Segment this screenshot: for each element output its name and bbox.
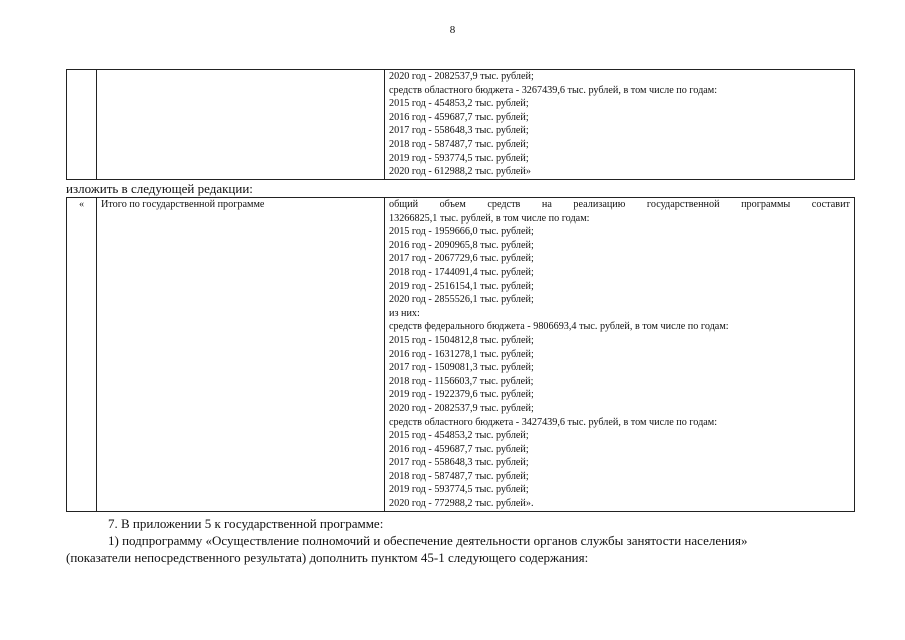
funding-line: 2016 год - 2090965,8 тыс. рублей; — [389, 239, 534, 251]
budget-table-new — [66, 197, 855, 512]
funding-line: 2016 год - 459687,7 тыс. рублей; — [389, 443, 529, 455]
funding-line: 2015 год - 1504812,8 тыс. рублей; — [389, 334, 534, 346]
funding-line: 13266825,1 тыс. рублей, в том числе по годам: — [389, 212, 590, 224]
table-cell-marker: « — [67, 198, 97, 512]
funding-line: 2020 год - 2855526,1 тыс. рублей; — [389, 294, 534, 306]
table-cell-label: Итого по государственной программе — [97, 198, 385, 512]
table-row — [67, 198, 855, 512]
funding-line: 2015 год - 454853,2 тыс. рублей; — [389, 98, 529, 110]
funding-line: 2016 год - 1631278,1 тыс. рублей; — [389, 348, 534, 360]
funding-line: 2018 год - 1156603,7 тыс. рублей; — [389, 375, 534, 387]
paragraph-appendix-5: 7. В приложении 5 к государственной программе: — [108, 516, 384, 531]
funding-line: 2015 год - 1959666,0 тыс. рублей; — [389, 226, 534, 238]
funding-line: 2015 год - 454853,2 тыс. рублей; — [389, 430, 529, 442]
page-number: 8 — [449, 24, 456, 36]
funding-line: 2019 год - 1922379,6 тыс. рублей; — [389, 389, 534, 401]
paragraph-indicators: (показатели непосредственного результата) дополнить пунктом 45-1 следующего содержания: — [66, 550, 589, 565]
funding-line: 2018 год - 587487,7 тыс. рублей; — [389, 470, 529, 482]
revision-heading: изложить в следующей редакции: — [66, 181, 253, 196]
funding-line: средств областного бюджета - 3267439,6 тыс. рублей, в том числе по годам: — [389, 84, 718, 96]
budget-table-continuation — [66, 69, 855, 180]
funding-line: 2019 год - 593774,5 тыс. рублей; — [389, 484, 529, 496]
funding-line: 2020 год - 612988,2 тыс. рублей» — [389, 166, 531, 178]
table-row — [67, 70, 855, 180]
funding-line: 2017 год - 558648,3 тыс. рублей; — [389, 457, 529, 469]
funding-line: 2017 год - 1509081,3 тыс. рублей; — [389, 362, 534, 374]
funding-line: общий объем средств на реализацию государственной программы составит — [389, 199, 850, 210]
funding-line: 2018 год - 587487,7 тыс. рублей; — [389, 138, 529, 150]
funding-line: 2017 год - 2067729,6 тыс. рублей; — [389, 253, 534, 265]
funding-line: средств федерального бюджета - 9806693,4 тыс. рублей, в том числе по годам: — [389, 321, 729, 333]
funding-line: 2020 год - 772988,2 тыс. рублей». — [389, 498, 534, 510]
funding-line: 2017 год - 558648,3 тыс. рублей; — [389, 125, 529, 137]
table-cell-funding — [385, 70, 855, 180]
table-cell-marker — [67, 70, 97, 180]
funding-line: 2020 год - 2082537,9 тыс. рублей; — [389, 71, 534, 82]
table-cell-label — [97, 70, 385, 180]
paragraph-subprogram: 1) подпрограмму «Осуществление полномочий и обеспечение деятельности органов службы занятости населения» — [108, 533, 748, 548]
funding-line: из них: — [389, 307, 420, 319]
table-cell-funding — [385, 198, 855, 512]
funding-line: 2020 год - 2082537,9 тыс. рублей; — [389, 402, 534, 414]
funding-line: 2016 год - 459687,7 тыс. рублей; — [389, 111, 529, 123]
funding-line: 2019 год - 593774,5 тыс. рублей; — [389, 152, 529, 164]
funding-line: средств областного бюджета - 3427439,6 тыс. рублей, в том числе по годам: — [389, 416, 718, 428]
funding-line: 2018 год - 1744091,4 тыс. рублей; — [389, 266, 534, 278]
funding-line: 2019 год - 2516154,1 тыс. рублей; — [389, 280, 534, 292]
